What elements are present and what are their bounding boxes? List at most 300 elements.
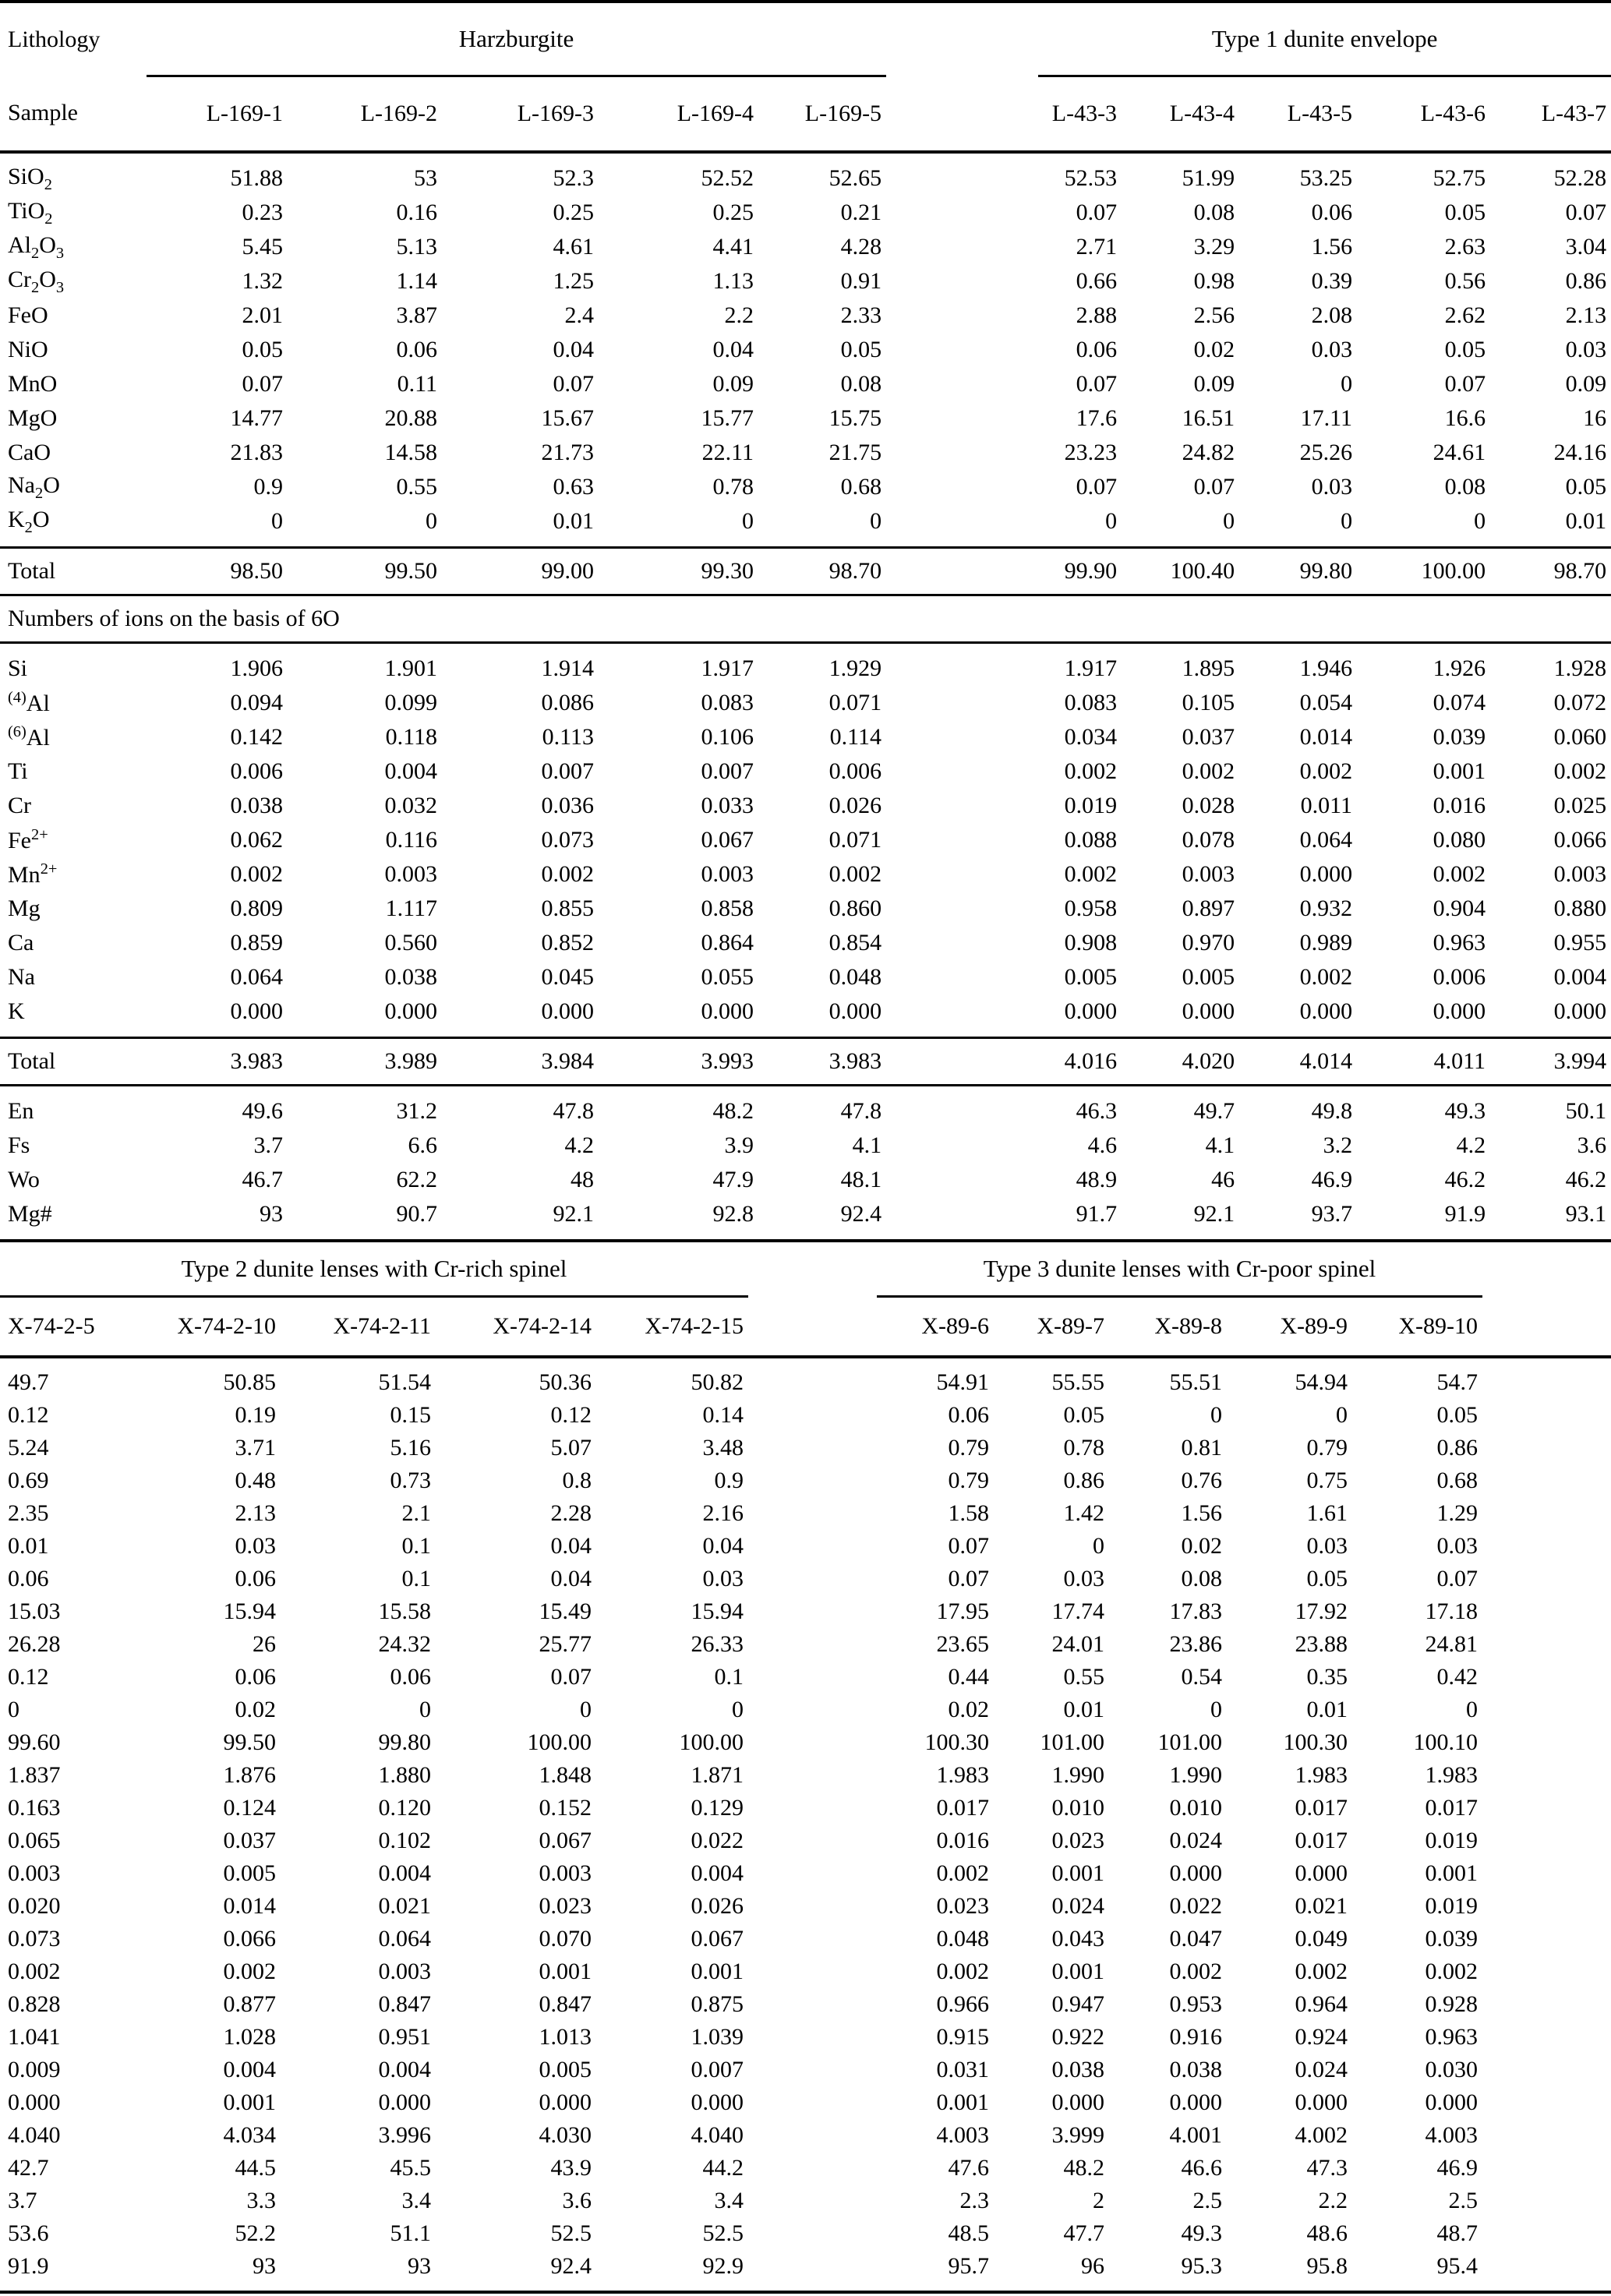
- data-cell: 2: [1093, 2188, 1104, 2213]
- data-cell: 99.50: [223, 1729, 276, 1755]
- data-cell: 0.024: [1295, 2057, 1348, 2082]
- data-cell: 0.07: [948, 1566, 989, 1591]
- ion-rows: [0, 643, 1611, 1038]
- table-row: [0, 1563, 1611, 1595]
- data-cell: 5.07: [550, 1435, 592, 1461]
- data-cell: 0.864: [701, 930, 754, 955]
- data-cell: 0: [742, 508, 754, 534]
- data-cell: 0.897: [1182, 895, 1235, 921]
- data-cell: 0.036: [541, 793, 594, 818]
- data-cell: 0.004: [378, 2057, 431, 2082]
- data-cell: 1.983: [936, 1762, 989, 1788]
- data-cell: 1.876: [223, 1762, 276, 1788]
- table-row: [0, 2086, 1611, 2119]
- data-cell: 0.000: [1169, 2089, 1222, 2115]
- data-cell: 46.9: [1311, 1167, 1353, 1192]
- data-cell: 0.79: [948, 1435, 989, 1461]
- data-cell: 0.124: [223, 1795, 276, 1821]
- ion-row: [0, 720, 1611, 754]
- data-cell: 0.55: [396, 474, 437, 500]
- row-label: SiO$_2$: [8, 163, 52, 193]
- row-label: $Na_2O$: [8, 472, 60, 502]
- trailing-space: [1482, 1241, 1611, 1297]
- data-cell: 0.07: [1565, 200, 1607, 225]
- data-cell: 49.7: [1193, 1098, 1235, 1124]
- oxide-row: [0, 401, 1611, 436]
- data-cell: 2.63: [1444, 234, 1486, 260]
- ion-row: [0, 823, 1611, 857]
- data-cell: 0.858: [701, 895, 754, 921]
- trailing-space: [1482, 1357, 1611, 1399]
- data-cell: 0.68: [840, 474, 882, 500]
- trailing-space: [1482, 2119, 1611, 2152]
- data-cell: 25.26: [1299, 440, 1353, 465]
- data-cell: 0.037: [223, 1828, 276, 1853]
- data-cell: 4.6: [1087, 1132, 1118, 1158]
- data-cell: 0.067: [701, 827, 754, 853]
- row-label: Na: [8, 964, 35, 990]
- data-cell: 0.001: [936, 2089, 989, 2115]
- data-cell: 52.2: [235, 2220, 276, 2246]
- data-cell: 1.56: [1181, 1500, 1222, 1526]
- data-cell: 3.993: [599, 1038, 758, 1086]
- sample-id: L-43-5: [1239, 76, 1357, 153]
- data-cell: 48.9: [1076, 1167, 1118, 1192]
- column-gap: [886, 926, 1038, 960]
- data-cell: 0.000: [1433, 998, 1486, 1024]
- data-cell: 95.4: [1436, 2253, 1479, 2279]
- data-cell: 0.000: [1182, 998, 1235, 1024]
- column-gap: [748, 1726, 877, 1759]
- data-cell: 2.2: [1318, 2188, 1348, 2213]
- trailing-space: [1482, 2152, 1611, 2185]
- data-cell: 51.54: [378, 1369, 431, 1395]
- table-row: [0, 1824, 1611, 1857]
- data-cell: 0.12: [8, 1402, 49, 1428]
- data-cell: 21.75: [828, 440, 882, 465]
- data-cell: 3.2: [1323, 1132, 1353, 1158]
- data-cell: 0.908: [1064, 930, 1118, 955]
- data-cell: 0.73: [390, 1468, 431, 1493]
- table-row: [0, 1792, 1611, 1824]
- data-cell: 1.58: [948, 1500, 989, 1526]
- data-cell: 0.922: [1051, 2024, 1104, 2050]
- row-label: K: [8, 998, 25, 1024]
- data-cell: 4.28: [840, 234, 882, 260]
- sample-id: L-169-5: [758, 76, 886, 153]
- data-cell: 0.023: [1051, 1828, 1104, 1853]
- data-cell: 100.00: [679, 1729, 744, 1755]
- data-cell: 0.043: [1051, 1926, 1104, 1952]
- data-cell: 0.25: [712, 200, 754, 225]
- data-cell: 24.82: [1182, 440, 1235, 465]
- data-cell: 0.066: [223, 1926, 276, 1952]
- data-cell: 17.18: [1425, 1598, 1479, 1624]
- data-cell: 0.08: [1193, 200, 1235, 225]
- data-cell: 54.91: [936, 1369, 989, 1395]
- data-cell: 0.932: [1299, 895, 1353, 921]
- data-cell: 0.049: [1295, 1926, 1348, 1952]
- data-cell: 22.11: [701, 440, 754, 465]
- column-gap: [886, 436, 1038, 470]
- data-cell: 6.6: [408, 1132, 437, 1158]
- data-cell: 26: [253, 1631, 276, 1657]
- column-gap: [886, 892, 1038, 926]
- data-cell: 0.034: [1064, 724, 1118, 750]
- data-cell: 0.000: [1064, 998, 1118, 1024]
- data-cell: 0.078: [1182, 827, 1235, 853]
- data-cell: 92.4: [840, 1201, 882, 1227]
- data-cell: 1.929: [828, 655, 882, 681]
- data-cell: 92.9: [702, 2253, 744, 2279]
- table-row: [0, 1857, 1611, 1890]
- oxide-row: [0, 367, 1611, 401]
- data-cell: 93.7: [1311, 1201, 1353, 1227]
- data-cell: 0.010: [1169, 1795, 1222, 1821]
- data-cell: 47.3: [1306, 2155, 1348, 2181]
- data-cell: 50.1: [1565, 1098, 1607, 1124]
- row-label: MnO: [8, 371, 58, 397]
- data-cell: 91.7: [1076, 1201, 1118, 1227]
- data-cell: 0.000: [1425, 2089, 1479, 2115]
- data-cell: 0.024: [1169, 1828, 1222, 1853]
- data-cell: 0.118: [385, 724, 437, 750]
- data-cell: 0.04: [712, 337, 754, 362]
- data-cell: 0.026: [828, 793, 882, 818]
- data-cell: 0.001: [1433, 758, 1486, 784]
- table-row: [0, 1661, 1611, 1694]
- data-cell: 0.003: [1553, 861, 1607, 887]
- data-cell: 48.1: [840, 1167, 882, 1192]
- data-cell: 0.114: [829, 724, 882, 750]
- data-cell: 0.964: [1295, 1991, 1348, 2017]
- data-cell: 2.08: [1311, 302, 1353, 328]
- row-label: FeO: [8, 302, 48, 328]
- data-cell: 93: [408, 2253, 431, 2279]
- data-cell: 0.06: [1311, 200, 1353, 225]
- data-cell: 100.30: [1283, 1729, 1348, 1755]
- data-cell: 0.048: [936, 1926, 989, 1952]
- data-cell: 93.1: [1565, 1201, 1607, 1227]
- data-cell: 0.05: [1306, 1566, 1348, 1591]
- data-cell: 2.62: [1444, 302, 1486, 328]
- data-cell: 26.28: [8, 1631, 61, 1657]
- data-cell: 3.9: [724, 1132, 754, 1158]
- data-cell: 0.06: [390, 1664, 431, 1690]
- row-label: $Cr_2O_3$: [8, 266, 65, 296]
- data-cell: 0.009: [8, 2057, 61, 2082]
- data-cell: 0.8: [562, 1468, 592, 1493]
- data-cell: 0.002: [230, 861, 283, 887]
- trailing-space: [1482, 1595, 1611, 1628]
- column-gap: [748, 1857, 877, 1890]
- data-cell: 3.7: [253, 1132, 283, 1158]
- data-cell: 0.03: [1063, 1566, 1104, 1591]
- data-cell: 1.914: [541, 655, 594, 681]
- endmember-row: [0, 1086, 1611, 1129]
- column-gap: [886, 504, 1038, 548]
- data-cell: 0.560: [384, 930, 437, 955]
- trailing-space: [1482, 1694, 1611, 1726]
- group-header-type3-dunite-lenses: Type 3 dunite lenses with Cr-poor spinel: [877, 1241, 1482, 1297]
- data-cell: 99.60: [8, 1729, 61, 1755]
- data-cell: 0.000: [378, 2089, 431, 2115]
- data-cell: 0.065: [8, 1828, 61, 1853]
- data-cell: 0.129: [691, 1795, 744, 1821]
- data-cell: 0.78: [1063, 1435, 1104, 1461]
- data-cell: 54.7: [1436, 1369, 1479, 1395]
- column-gap: [748, 1824, 877, 1857]
- data-cell: 3.989: [288, 1038, 442, 1086]
- data-cell: 0.63: [553, 474, 594, 500]
- column-gap: [886, 264, 1038, 298]
- row-label: $^{(6)}$Al: [8, 723, 50, 751]
- data-cell: 3.29: [1193, 234, 1235, 260]
- data-cell: 54.94: [1295, 1369, 1348, 1395]
- data-cell: 0.847: [378, 1991, 431, 2017]
- table-row: [0, 1464, 1611, 1497]
- data-cell: 49.7: [8, 1369, 49, 1395]
- column-gap: [748, 1595, 877, 1628]
- trailing-space: [1482, 1792, 1611, 1824]
- data-cell: 0: [1093, 1533, 1104, 1559]
- table-row: [0, 2185, 1611, 2217]
- data-cell: 4.011: [1357, 1038, 1490, 1086]
- data-cell: 5.24: [8, 1435, 49, 1461]
- data-cell: 0.002: [1182, 758, 1235, 784]
- data-cell: 92.1: [553, 1201, 594, 1227]
- data-cell: 3.983: [758, 1038, 886, 1086]
- ion-row: [0, 789, 1611, 823]
- data-cell: 0.07: [1076, 200, 1118, 225]
- trailing-space: [1482, 1497, 1611, 1530]
- trailing-space: [1482, 1661, 1611, 1694]
- column-gap: [748, 1357, 877, 1399]
- oxide-row: [0, 436, 1611, 470]
- column-gap: [886, 548, 1038, 595]
- data-cell: 0.9: [714, 1468, 744, 1493]
- data-cell: 0.970: [1182, 930, 1235, 955]
- column-gap: [886, 401, 1038, 436]
- column-gap: [886, 298, 1038, 333]
- oxide-row: [0, 298, 1611, 333]
- data-cell: 0.1: [401, 1533, 431, 1559]
- data-cell: 1.917: [1064, 655, 1118, 681]
- data-cell: 0.07: [1436, 1566, 1479, 1591]
- column-gap: [886, 76, 1038, 153]
- data-cell: 0.083: [701, 690, 754, 715]
- sample-id: X-89-10: [1352, 1297, 1482, 1358]
- data-cell: 0.019: [1425, 1828, 1479, 1853]
- data-cell: 0.859: [230, 930, 283, 955]
- data-cell: 0.000: [541, 998, 594, 1024]
- data-cell: 5.16: [390, 1435, 431, 1461]
- data-cell: 0.01: [8, 1533, 49, 1559]
- oxide-total-row: [0, 548, 1611, 595]
- data-cell: 0.007: [691, 2057, 744, 2082]
- data-cell: 4.1: [1205, 1132, 1235, 1158]
- data-cell: 93: [260, 1201, 283, 1227]
- data-cell: 15.94: [223, 1598, 276, 1624]
- table-row: [0, 1988, 1611, 2021]
- table-row: [0, 1923, 1611, 1955]
- column-gap: [886, 720, 1038, 754]
- sample-id: L-169-1: [147, 76, 288, 153]
- data-cell: 0.880: [1553, 895, 1607, 921]
- data-cell: 0.000: [384, 998, 437, 1024]
- data-cell: 0.847: [539, 1991, 592, 2017]
- column-gap: [886, 1129, 1038, 1163]
- data-cell: 99.30: [599, 548, 758, 595]
- data-cell: 100.30: [924, 1729, 989, 1755]
- data-cell: 0: [1210, 1697, 1222, 1722]
- data-cell: 3.4: [714, 2188, 744, 2213]
- data-cell: 0.017: [1295, 1795, 1348, 1821]
- data-cell: 0.067: [691, 1926, 744, 1952]
- data-cell: 14.77: [230, 405, 283, 431]
- data-cell: 1.42: [1063, 1500, 1104, 1526]
- data-cell: 2.3: [959, 2188, 989, 2213]
- data-cell: 0.06: [396, 337, 437, 362]
- data-cell: 2.13: [235, 1500, 276, 1526]
- data-cell: 15.49: [539, 1598, 592, 1624]
- trailing-space: [1482, 1464, 1611, 1497]
- row-label: $^{(4)}$Al: [8, 689, 50, 716]
- column-gap: [886, 823, 1038, 857]
- data-cell: 4.2: [564, 1132, 594, 1158]
- column-gap: [748, 2185, 877, 2217]
- ions-note-section: [0, 595, 1611, 643]
- data-cell: 0.78: [712, 474, 754, 500]
- table-row: [0, 1530, 1611, 1563]
- data-cell: 0.875: [691, 1991, 744, 2017]
- data-cell: 0.010: [1051, 1795, 1104, 1821]
- data-cell: 0.07: [1076, 474, 1118, 500]
- row-label: $Fe^{2+}$: [8, 826, 48, 853]
- data-cell: 52.5: [702, 2220, 744, 2246]
- data-cell: 0.06: [1076, 337, 1118, 362]
- data-cell: 0.877: [223, 1991, 276, 2017]
- data-cell: 0.002: [1299, 964, 1353, 990]
- data-cell: 0: [1474, 508, 1486, 534]
- data-cell: 48.2: [1063, 2155, 1104, 2181]
- table-row: [0, 1399, 1611, 1432]
- trailing-space: [1482, 2086, 1611, 2119]
- data-cell: 0.002: [1299, 758, 1353, 784]
- sample-id: L-43-6: [1357, 76, 1490, 153]
- data-cell: 48.5: [948, 2220, 989, 2246]
- data-cell: 92.4: [550, 2253, 592, 2279]
- data-cell: 5.45: [242, 234, 283, 260]
- sample-id: X-74-2-10: [132, 1297, 281, 1358]
- table-row: [0, 2217, 1611, 2250]
- data-cell: 2.2: [724, 302, 754, 328]
- data-cell: 24.81: [1425, 1631, 1479, 1657]
- data-cell: 0.025: [1553, 793, 1607, 818]
- data-cell: 0.071: [828, 690, 882, 715]
- sample-row: [0, 76, 1611, 153]
- data-cell: 15.67: [541, 405, 594, 431]
- data-cell: 0: [426, 508, 437, 534]
- column-gap: [748, 2250, 877, 2292]
- data-cell: 0.1: [401, 1566, 431, 1591]
- data-cell: 0.000: [1051, 2089, 1104, 2115]
- data-cell: 46.6: [1181, 2155, 1222, 2181]
- data-cell: 1.926: [1433, 655, 1486, 681]
- data-cell: 0.06: [235, 1566, 276, 1591]
- data-cell: 0.05: [840, 337, 882, 362]
- data-cell: 0.045: [541, 964, 594, 990]
- data-cell: 53.25: [1299, 165, 1353, 191]
- oxide-row: [0, 504, 1611, 548]
- data-cell: 0.68: [1436, 1468, 1479, 1493]
- data-cell: 0.017: [1295, 1828, 1348, 1853]
- data-cell: 0: [1466, 1697, 1479, 1722]
- data-cell: 0.03: [702, 1566, 744, 1591]
- data-cell: 1.56: [1311, 234, 1353, 260]
- data-cell: 0.003: [1182, 861, 1235, 887]
- column-gap: [886, 960, 1038, 994]
- data-cell: 4.003: [1425, 2122, 1479, 2148]
- trailing-space: [1482, 1563, 1611, 1595]
- column-gap: [748, 2152, 877, 2185]
- data-cell: 2.35: [8, 1500, 49, 1526]
- data-cell: 0.001: [1051, 1860, 1104, 1886]
- data-cell: 0.000: [1295, 2089, 1348, 2115]
- data-cell: 25.77: [539, 1631, 592, 1657]
- table-row: [0, 2152, 1611, 2185]
- data-cell: 0.030: [1425, 2057, 1479, 2082]
- data-cell: 0.916: [1169, 2024, 1222, 2050]
- sample-id: X-74-2-11: [281, 1297, 436, 1358]
- data-cell: 0.06: [235, 1664, 276, 1690]
- data-cell: 0.002: [1064, 758, 1118, 784]
- data-cell: 16: [1583, 405, 1607, 431]
- trailing-space: [1482, 1890, 1611, 1923]
- data-cell: 0.002: [223, 1959, 276, 1984]
- column-gap: [886, 152, 1038, 196]
- data-cell: 0.047: [1169, 1926, 1222, 1952]
- ions-note-row: [0, 595, 1611, 643]
- column-gap: [886, 2, 1038, 76]
- data-cell: 0.006: [230, 758, 283, 784]
- data-cell: 1.928: [1553, 655, 1607, 681]
- trailing-space: [1482, 1759, 1611, 1792]
- data-cell: 0.142: [230, 724, 283, 750]
- trailing-space: [1482, 1955, 1611, 1988]
- data-cell: 0.07: [948, 1533, 989, 1559]
- data-cell: 1.041: [8, 2024, 61, 2050]
- column-gap: [748, 1890, 877, 1923]
- data-cell: 1.848: [539, 1762, 592, 1788]
- data-cell: 90.7: [396, 1201, 437, 1227]
- data-cell: 0.963: [1425, 2024, 1479, 2050]
- data-cell: 0.91: [840, 268, 882, 294]
- data-cell: 0.105: [1182, 690, 1235, 715]
- group-header-harzburgite: Harzburgite: [147, 2, 886, 76]
- data-cell: 0.01: [1306, 1697, 1348, 1722]
- data-cell: 0.003: [701, 861, 754, 887]
- data-cell: 95.3: [1181, 2253, 1222, 2279]
- data-cell: 0.004: [1553, 964, 1607, 990]
- column-gap: [748, 1297, 877, 1358]
- data-cell: 1.13: [712, 268, 754, 294]
- data-cell: 48: [571, 1167, 594, 1192]
- data-cell: 0.017: [1425, 1795, 1479, 1821]
- data-cell: 3.71: [235, 1435, 276, 1461]
- data-cell: 16.6: [1444, 405, 1486, 431]
- column-gap: [886, 1038, 1038, 1086]
